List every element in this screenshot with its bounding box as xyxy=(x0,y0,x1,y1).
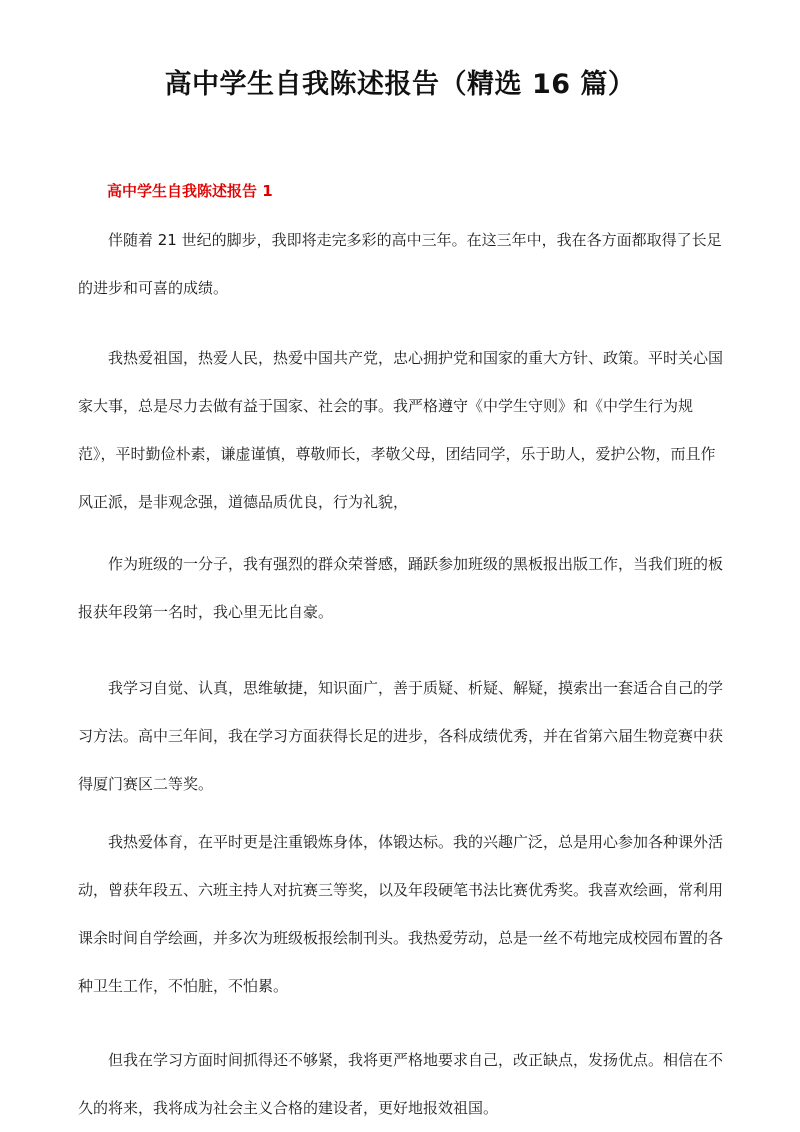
document-title: 高中学生自我陈述报告（精选 16 篇） xyxy=(164,69,636,100)
section-heading: 高中学生自我陈述报告 1 xyxy=(107,182,273,200)
paragraph-4: 我学习自觉、认真，思维敏捷，知识面广，善于质疑、析疑、解疑，摸索出一套适合自己的学习方法。高中三年间，我在学习方面获得长足的进步，各科成绩优秀，并在省第六届生物竞赛中获得厦门赛区二等奖。 xyxy=(78,679,724,793)
paragraph-3: 作为班级的一分子，我有强烈的群众荣誉感，踊跃参加班级的黑板报出版工作，当我们班的板报获年段第一名时，我心里无比自豪。 xyxy=(78,555,724,621)
paragraph-1: 伴随着 21 世纪的脚步，我即将走完多彩的高中三年。在这三年中，我在各方面都取得了长足的进步和可喜的成绩。 xyxy=(78,231,722,297)
paragraph-6: 但我在学习方面时间抓得还不够紧，我将更严格地要求自己，改正缺点，发扬优点。相信在不久的将来，我将成为社会主义合格的建设者，更好地报效祖国。 xyxy=(78,1051,724,1117)
paragraph-5: 我热爱体育，在平时更是注重锻炼身体，体锻达标。我的兴趣广泛，总是用心参加各种课外活动，曾获年段五、六班主持人对抗赛三等奖，以及年段硬笔书法比赛优秀奖。我喜欢绘画，常利用课余时间自学绘画，并多次为班级板报绘制刊头。我热爱劳动，总是一丝不苟地完成校园布置的各种卫生工作，不怕脏，不怕累。 xyxy=(78,833,724,995)
paragraph-2: 我热爱祖国，热爱人民，热爱中国共产党，忠心拥护党和国家的重大方针、政策。平时关心国家大事，总是尽力去做有益于国家、社会的事。我严格遵守《中学生守则》和《中学生行为规范》，平时勤俭朴素，谦虚谨慎，尊敬师长，孝敬父母，团结同学，乐于助人，爱护公物，而且作风正派，是非观念强，道德品质优良，行为礼貌， xyxy=(78,349,724,511)
